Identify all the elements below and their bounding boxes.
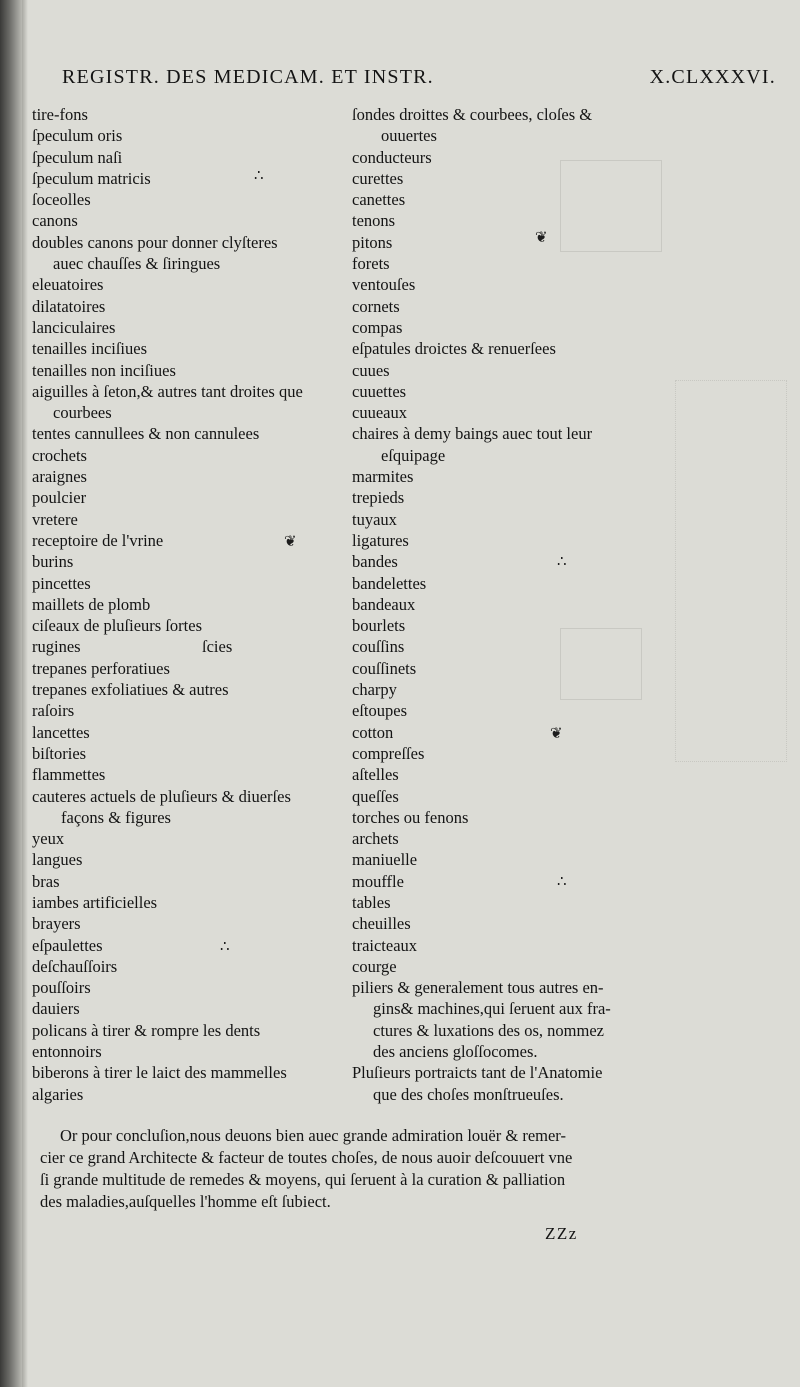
paragraph-line: ſi grande multitude de remedes & moyens, qui ſeruent à la curation & palliation [40, 1170, 566, 1189]
list-item-text: rugines [32, 637, 81, 657]
list-item: couſſinets [352, 658, 417, 678]
list-item: ſpeculum oris [32, 126, 123, 146]
list-item: lancettes [32, 722, 90, 742]
paragraph-line: Or pour concluſion,nous deuons bien auec grande admiration louër & remer- [60, 1126, 566, 1145]
list-item: bras [32, 871, 60, 891]
list-item: dilatatoires [32, 296, 106, 316]
signature-mark: ZZz [545, 1224, 578, 1243]
list-item: iambes artificielles [32, 892, 158, 912]
list-item: raſoirs [32, 701, 75, 721]
running-header [62, 66, 784, 89]
list-item-continuation: façons & figures [61, 807, 171, 827]
list-item: receptoire de l'vrine [32, 530, 164, 550]
list-item: canettes [352, 190, 406, 210]
list-item-continuation: des anciens gloſſocomes. [373, 1042, 538, 1062]
list-item: pitons [352, 232, 393, 252]
list-item: dauiers [32, 999, 80, 1019]
list-item: cauteres actuels de pluſieurs & diuerſes [32, 786, 291, 806]
list-item: biberons à tirer le laict des mammelles [32, 1063, 287, 1083]
list-item: eſpaulettes [32, 935, 103, 955]
list-item: charpy [352, 680, 397, 700]
list-item: maillets de plomb [32, 594, 151, 614]
list-item: vretere [32, 509, 78, 529]
list-item: tenons [352, 211, 396, 231]
list-item: deſchauſſoirs [32, 956, 118, 976]
list-item: bandes [352, 552, 398, 572]
fleuron-ornament-icon: ❦ [284, 532, 297, 550]
list-item: doubles canons pour donner clyſteres [32, 232, 278, 252]
inline-word-scies: ſcies [202, 637, 233, 657]
list-item: tuyaux [352, 509, 397, 529]
list-item: ſondes droittes & courbees, cloſes & [352, 105, 593, 124]
list-item: ciſeaux de pluſieurs ſortes [32, 616, 202, 636]
list-item: mouffle [352, 871, 404, 891]
list-item: queſſes [352, 786, 399, 806]
list-item: cuuettes [352, 381, 407, 401]
paragraph-line: cier ce grand Architecte & facteur de toutes choſes, de nous auoir deſcouuert vne [40, 1148, 573, 1167]
list-item-continuation: ouuertes [381, 126, 437, 146]
list-item: pincettes [32, 573, 91, 593]
list-item: tire-fons [32, 105, 88, 124]
conclusion-paragraph [40, 1125, 672, 1213]
list-item [32, 636, 350, 657]
running-title: REGISTR. DES MEDICAM. ET INSTR. [62, 66, 434, 88]
list-item-continuation: courbees [53, 403, 112, 423]
left-column [32, 104, 350, 1105]
list-item: lanciculaires [32, 317, 116, 337]
list-item: couſſins [352, 637, 405, 657]
list-item: poulcier [32, 488, 87, 508]
list-item: flammettes [32, 765, 106, 785]
list-item: cotton [352, 722, 394, 742]
list-item: maniuelle [352, 850, 418, 870]
list-item: eleuatoires [32, 275, 104, 295]
list-item-continuation: auec chauſſes & ſiringues [53, 254, 221, 274]
list-item: trepieds [352, 488, 405, 508]
list-item: trepanes perforatiues [32, 658, 170, 678]
list-item: biſtories [32, 743, 87, 763]
book-binding-shadow [0, 0, 22, 1387]
list-item: ventouſes [352, 275, 416, 295]
three-dot-ornament-icon: ∴ [220, 937, 230, 955]
list-item: aiguilles à ſeton,& autres tant droites que [32, 381, 303, 401]
list-item: burins [32, 552, 74, 572]
paragraph-line: des maladies,auſquelles l'homme eſt ſubiect. [40, 1192, 331, 1211]
list-item: entonnoirs [32, 1042, 102, 1062]
list-item: bandelettes [352, 573, 427, 593]
list-item: ſoceolles [32, 190, 91, 210]
list-item: marmites [352, 467, 414, 487]
list-item: tenailles inciſiues [32, 339, 148, 359]
list-item: yeux [32, 829, 65, 849]
list-item: compreſſes [352, 743, 425, 763]
list-item: tenailles non inciſiues [32, 360, 176, 380]
list-item: ſpeculum naſi [32, 147, 123, 167]
fleuron-ornament-icon: ❦ [535, 228, 548, 246]
list-item: curettes [352, 168, 404, 188]
show-through-margin-note [675, 380, 787, 762]
three-dot-ornament-icon: ∴ [254, 166, 264, 184]
list-item: tables [352, 892, 391, 912]
three-dot-ornament-icon: ∴ [557, 552, 567, 570]
list-item: cuueaux [352, 403, 407, 423]
list-item: ligatures [352, 530, 409, 550]
list-item: algaries [32, 1084, 84, 1104]
list-item: bourlets [352, 616, 406, 636]
list-item: cuues [352, 360, 390, 380]
list-item: piliers & generalement tous autres en- [352, 978, 604, 998]
list-item: araignes [32, 467, 87, 487]
list-item: forets [352, 254, 390, 274]
list-item: aſtelles [352, 765, 399, 785]
list-item: chaires à demy baings auec tout leur [352, 424, 593, 444]
list-item: ſpeculum matricis [32, 168, 151, 188]
list-item: Pluſieurs portraicts tant de l'Anatomie [352, 1063, 603, 1083]
page-edge [22, 0, 28, 1387]
list-item-continuation: que des choſes monſtrueuſes. [373, 1084, 564, 1104]
three-dot-ornament-icon: ∴ [557, 872, 567, 890]
list-item: cheuilles [352, 914, 411, 934]
list-item: conducteurs [352, 147, 432, 167]
list-item: langues [32, 850, 83, 870]
list-item: eſtoupes [352, 701, 407, 721]
list-item: eſpatules droictes & renuerſees [352, 339, 556, 359]
list-item: canons [32, 211, 78, 231]
list-item: pouſſoirs [32, 978, 91, 998]
list-item: traicteaux [352, 935, 418, 955]
list-item: trepanes exfoliatiues & autres [32, 680, 229, 700]
list-item: crochets [32, 445, 87, 465]
list-item: torches ou fenons [352, 807, 469, 827]
list-item: courge [352, 956, 397, 976]
list-item: bandeaux [352, 594, 416, 614]
list-item-continuation: ctures & luxations des os, nommez [373, 1020, 604, 1040]
list-item-continuation: eſquipage [381, 445, 446, 465]
list-item: cornets [352, 296, 400, 316]
folio-number: X.CLXXXVI. [649, 66, 776, 88]
list-item: brayers [32, 914, 81, 934]
list-item: tentes cannullees & non cannulees [32, 424, 260, 444]
list-item: policans à tirer & rompre les dents [32, 1020, 261, 1040]
list-item-continuation: gins& machines,qui ſeruent aux fra- [373, 999, 611, 1019]
list-item: archets [352, 829, 399, 849]
list-item: compas [352, 317, 403, 337]
fleuron-ornament-icon: ❦ [550, 724, 563, 742]
right-column [352, 104, 664, 1105]
